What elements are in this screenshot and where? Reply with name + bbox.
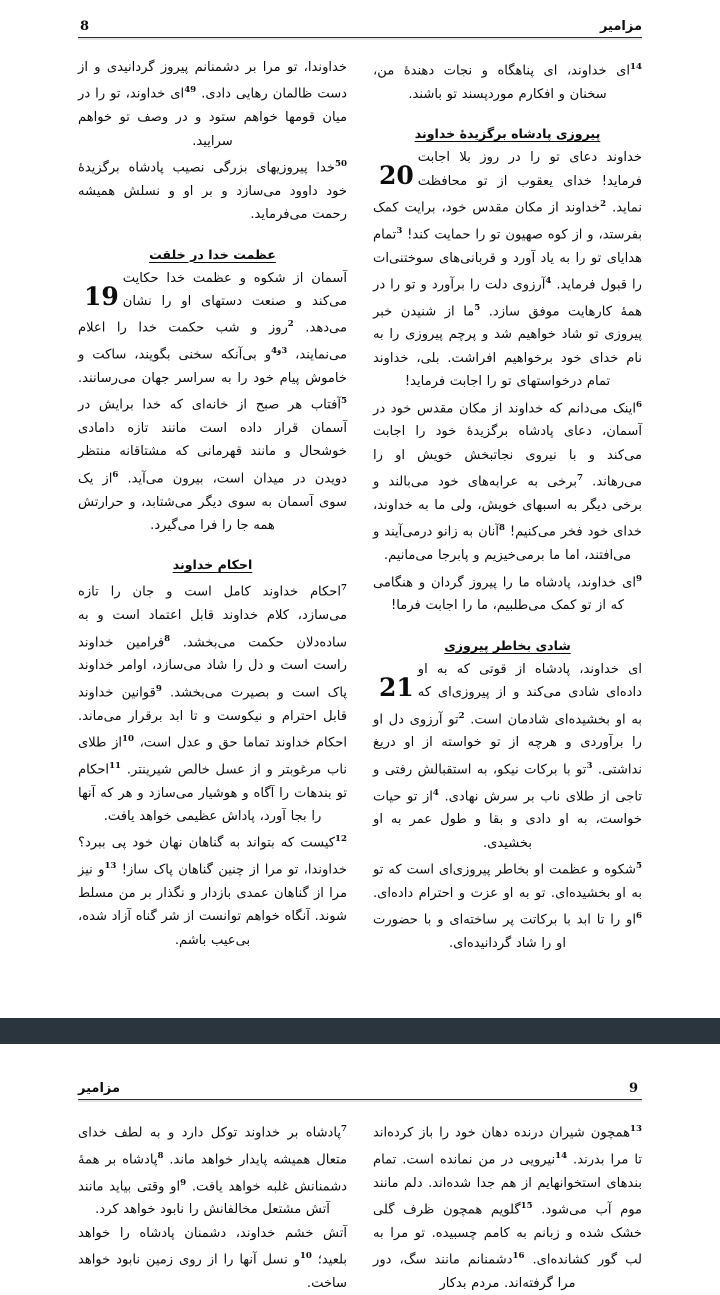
chapter-21	[373, 658, 642, 855]
page-9-left-column	[373, 1118, 642, 1295]
paragraph-verse-10: آتش خشم خداوند، دشمنان پادشاه را خواهد بلعید؛ $^{10}$و نسل آنها را از روی زمین نابود خواهد ساخت.	[78, 1225, 347, 1291]
book-title: مزامیر	[78, 1081, 121, 1096]
page-8-columns	[78, 56, 642, 955]
folio-number: 8	[80, 19, 90, 34]
paragraph-verses-7-9: $^7$پادشاه بر خداوند توکل دارد و به لطف خدای متعال همیشه پایدار خواهد ماند. $^8$پادشاه بر همهٔ دشمنانش غلبه خواهد یافت. $^9$او وقتی بیاید مانند آتش مشتعل مخالفانش را نابود خواهد کرد.	[78, 1124, 348, 1218]
chapter-20-number: 20	[379, 161, 414, 191]
paragraph-verses-5-6: $^5$شکوه و عظمت او بخاطر پیروزی‌ای است که تو به او بخشیده‌ای. تو به او عزت و احترام داده‌ای. $^6$او را تا ابد با برکاتت پر ساخته‌ای و با حضورت او را شاد گردانیده‌ای.	[373, 861, 642, 952]
running-head-page-9	[78, 1062, 642, 1108]
section-heading-joy-of-victory: شادی بخاطر پیروزی	[444, 637, 571, 653]
page-8-right-column	[78, 56, 347, 952]
chapter-20-text: خداوند دعای تو را در روز بلا اجابت فرماید! خدای یعقوب از تو محافظت نماید. $^2$خداوند از مکان مقدس خود، برایت کمک بفرستد، و از کوه صهیون تو را حمایت کند! $^3$تمام هدایای تو را به یاد آورد و قربانی‌های سوختنی‌ات را قبول فرماید. $^4$آرزوی دلت را برآورد و تو را در همهٔ کارهایت موفق سازد. $^5$ما از شنیدن خبر پیروزی تو شاد خواهیم شد و پرچم پیروزی را به نام خدای خود برخواهیم افراشت. بلی، خداوند تمام درخواستهای تو را اجابت فرماید!	[373, 150, 642, 390]
page-separator-band	[0, 1018, 720, 1044]
chapter-21-number: 21	[379, 672, 414, 702]
page-9-columns	[78, 1118, 642, 1295]
folio-number: 9	[628, 1081, 638, 1096]
paragraph-verses-13-16: $^{13}$همچون شیران درنده دهان خود را باز کرده‌اند تا مرا بدرند. $^{14}$نیرویی در من نمانده است. تمام بندهای استخوانهایم از هم جدا شده‌اند. دلم مانند موم آب می‌شود. $^{15}$گلویم همچون ظرف گلی خشک شده و زبانم به کامم چسبیده. تو مرا به لب گور کشانده‌ای. $^{16}$دشمنانم مانند سگ، دور مرا گرفته‌اند. مردم بدکار	[373, 1124, 642, 1291]
section-heading-victory-of-king: پیروزی پادشاه برگزیدهٔ خداوند	[414, 126, 601, 142]
chapter-19	[78, 267, 347, 538]
section-heading-creation: عظمت خدا در خلقت	[149, 246, 276, 262]
header-rule	[78, 37, 642, 38]
paragraph-verses-7-11: $^7$احکام خداوند کامل است و جان را تازه می‌سازد، کلام خداوند قابل اعتماد است و به ساده‌دلان حکمت می‌بخشد. $^8$فرامین خداوند راست است و دل را شاد می‌سازد، اوامر خداوند پاک است و بصیرت می‌بخشد. $^9$قوانین خداوند قابل احترام و نیکوست و تا ابد برقرار می‌ماند. احکام خداوند تماما حق و عدل است، $^{10}$از طلای ناب مرغوبتر و از عسل خالص شیرینتر. $^{11}$احکام تو بندهات را آگاه و هوشیار می‌سازد و هر که آنها را بجا آورد، پاداش عظیمی خواهد یافت.	[78, 583, 348, 824]
chapter-19-number: 19	[84, 281, 119, 311]
paragraph-verses-6-8: $^6$اینک می‌دانم که خداوند از مکان مقدس خود در آسمان، دعای پادشاه برگزیدهٔ خود را اجابت می‌کند و با نیروی نجاتبخش خویش او را می‌رهاند. $^7$برخی به عرابه‌های خود می‌بالند و برخی دیگر به اسبهای خویش، ولی ما به خداوند، خدای خود فخر می‌کنیم! $^8$آنان به زانو درمی‌آیند و می‌افتند، اما ما برمی‌خیزیم و پابرجا می‌مانیم.	[373, 399, 642, 564]
page-9-right-column	[78, 1118, 347, 1295]
paragraph-verses-12-13: $^{12}$کیست که بتواند به گناهان نهان خود پی ببرد؟ خداوندا، تو مرا از چنین گناهان پاک ساز! $^{13}$و نیز مرا از گناهان عمدی بازدار و نگذار بر من مسلط شوند. آنگاه خواهم توانست از شر گناه آزاد شده، بی‌عیب باشم.	[78, 834, 347, 948]
running-head-page-8	[78, 0, 642, 46]
section-heading-laws: احکام خداوند	[172, 557, 253, 573]
paragraph-verse-9: $^9$ای خداوند، پادشاه ما را پیروز گردان و هنگامی که از تو کمک می‌طلبیم، ما را اجابت فرما!	[373, 573, 642, 614]
chapter-20	[373, 146, 642, 394]
page-9	[0, 1062, 720, 1291]
chapter-21-text: ای خداوند، پادشاه از قوتی که به او داده‌ای شادی می‌کند و از پیروزی‌ای که به او بخشیده‌ای شادمان است. $^2$تو آرزوی دل او را برآوردی و هرچه از تو خواسته از او دریغ نداشتی. $^3$تو با برکات نیکو، به استقبالش رفتی و تاجی از طلای ناب بر سرش نهادی. $^4$از تو حیات خواست، به او دادی و بقا و طول عمر به او بخشیدی.	[373, 661, 642, 851]
page-8-left-column	[373, 56, 642, 955]
paragraph-verse-14: $^{14}$ای خداوند، ای پناهگاه و نجات دهندهٔ من، سخنان و افکارم موردپسند تو باشند.	[373, 62, 642, 102]
book-title: مزامیر	[599, 19, 642, 34]
chapter-19-text: آسمان از شکوه و عظمت خدا حکایت می‌کند و صنعت دستهای او را نشان می‌دهد. $^2$روز و شب حکمت خدا را اعلام می‌نمایند، $^{3و4}$و بی‌آنکه سخنی بگویند، ساکت و خاموش پیام خود را به سراسر جهان می‌رسانند. $^5$آفتاب هر صبح از خانه‌ای که خدا برایش در آسمان قرار داده است مانند تازه دامادی خوشحال و مانند قهرمانی که مشتاقانه منتظر دویدن در میدان است، بیرون می‌آید. $^6$از یک سوی آسمان به سوی دیگر می‌شتابد، و حرارتش همه جا را فرا می‌گیرد.	[78, 270, 347, 534]
paragraph-continuation: خداوندا، تو مرا بر دشمنانم پیروز گردانیدی و از دست ظالمان رهایی دادی. $^{49}$ای خداوند، تو را در میان قومها خواهم ستود و در وصف تو خواهم سرایید.	[78, 60, 348, 149]
paragraph-verse-50: $^{50}$خدا پیروزیهای بزرگی نصیب پادشاه برگزیدهٔ خود داوود می‌سازد و بر او و نسلش همیشه رحمت می‌فرماید.	[78, 158, 347, 223]
header-rule	[78, 1099, 642, 1100]
